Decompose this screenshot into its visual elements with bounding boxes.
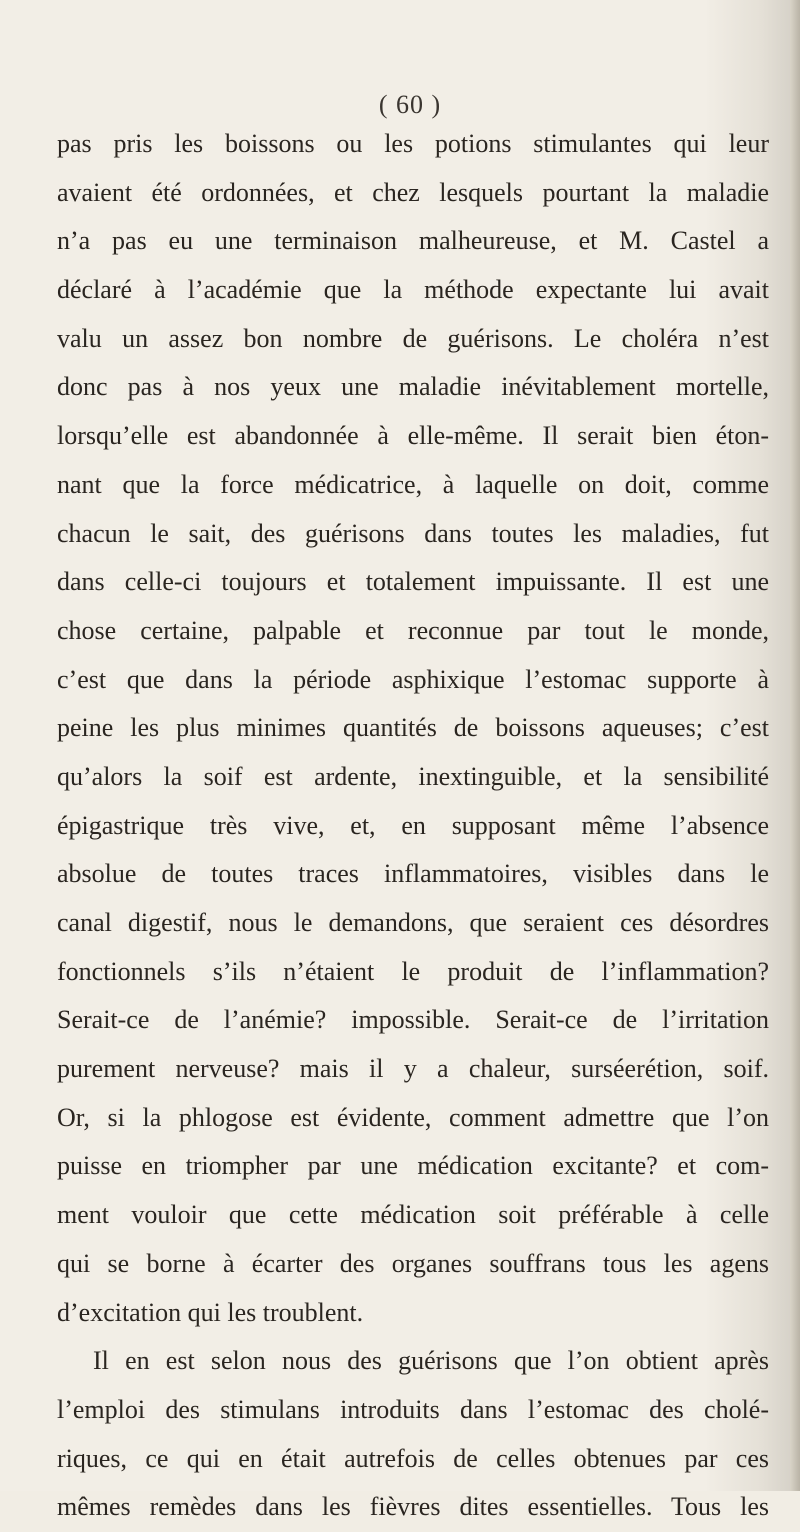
text-line: canal digestif, nous le demandons, que seraient ces désordres [57,908,769,937]
body-text [57,120,769,1532]
text-line: Serait-ce de l’anémie? impossible. Serait-ce de l’irritation [57,1005,769,1035]
text-line: lorsqu’elle est abandonnée à elle-même. Il serait bien éton- [57,421,769,451]
text-line: Or, si la phlogose est évidente, comment admettre que l’on [57,1102,769,1132]
text-line: mêmes remèdes dans les fièvres dites essentielles. Tous les [57,1492,769,1522]
text-line: qui se borne à écarter des organes souffrans tous les agens [57,1248,769,1278]
text-line: ment vouloir que cette médication soit préférable à celle [57,1200,769,1230]
text-line: valu un assez bon nombre de guérisons. Le choléra n’est [57,323,769,353]
text-line: riques, ce qui en était autrefois de celles obtenues par ces [57,1443,769,1473]
text-line: nant que la force médicatrice, à laquelle on doit, comme [57,469,769,499]
text-line: déclaré à l’académie que la méthode expectante lui avait [57,275,769,305]
text-line: chose certaine, palpable et reconnue par tout le monde, [57,615,769,645]
text-line: dans celle-ci toujours et totalement impuissante. Il est une [57,567,769,597]
text-line: n’a pas eu une terminaison malheureuse, et M. Castel a [57,226,769,256]
text-line: épigastrique très vive, et, en supposant même l’absence [57,810,769,840]
text-line: pas pris les boissons ou les potions stimulantes qui leur [57,129,769,158]
text-line: qu’alors la soif est ardente, inextinguible, et la sensibilité [57,761,769,791]
text-line: donc pas à nos yeux une maladie inévitablement mortelle, [57,372,769,402]
text-line: fonctionnels s’ils n’étaient le produit de l’inflammation? [57,956,769,986]
text-line: chacun le sait, des guérisons dans toutes les maladies, fut [57,518,769,548]
text-line: d’excitation qui les troublent. [57,1297,364,1327]
text-line: avaient été ordonnées, et chez lesquels pourtant la maladie [57,177,769,207]
text-line: puisse en triompher par une médication excitante? et com- [57,1151,769,1181]
text-line: Il en est selon nous des guérisons que l’on obtient après [93,1346,769,1376]
text-line: purement nerveuse? mais il y a chaleur, surséerétion, soif. [57,1054,769,1084]
page-edge-shadow [790,0,800,1491]
text-line: l’emploi des stimulans introduits dans l’estomac des cholé- [57,1394,769,1424]
text-line: c’est que dans la période asphixique l’estomac supporte à [57,664,769,694]
text-line: absolue de toutes traces inflammatoires, visibles dans le [57,859,769,889]
text-line: peine les plus minimes quantités de boissons aqueuses; c’est [57,713,769,743]
page-number: ( 60 ) [378,90,442,119]
